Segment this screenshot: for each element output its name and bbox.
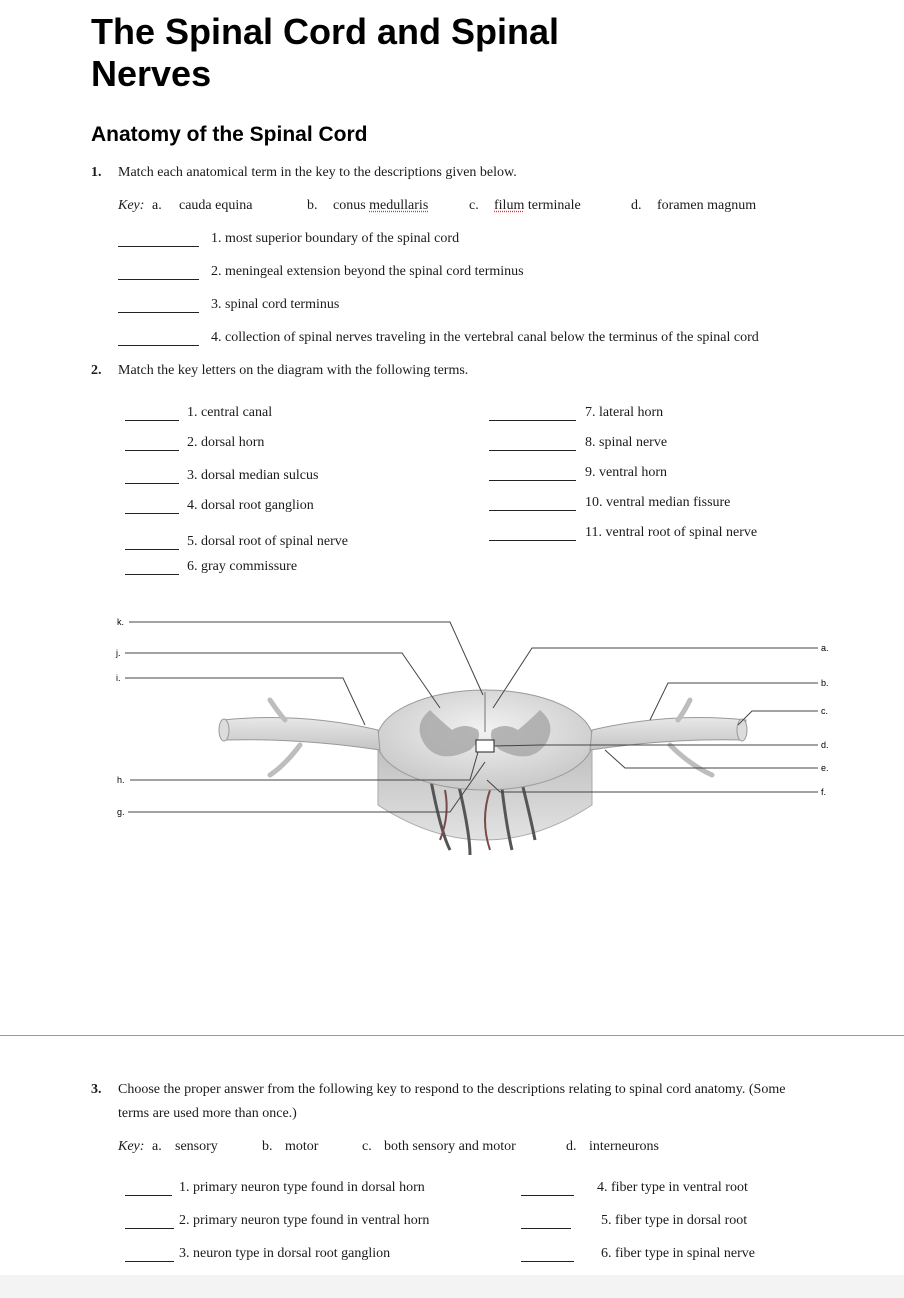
q2-item-1: 1. central canal — [187, 405, 273, 420]
diagram-label-k: k. — [117, 617, 125, 627]
answer-blank[interactable] — [521, 1195, 574, 1196]
q1-item-3: 3. spinal cord terminus — [211, 297, 340, 312]
answer-blank[interactable] — [118, 279, 199, 280]
q2-prompt: Match the key letters on the diagram with the following terms. — [118, 363, 469, 378]
answer-blank[interactable] — [489, 480, 576, 481]
q2-number: 2. — [91, 363, 102, 378]
section-title: Anatomy of the Spinal Cord — [91, 123, 368, 146]
q3-key-label: Key: — [118, 1139, 145, 1154]
q1-item-2: 2. meningeal extension beyond the spinal cord terminus — [211, 264, 524, 279]
q3-item-6: 6. fiber type in spinal nerve — [601, 1246, 755, 1261]
answer-blank[interactable] — [125, 1195, 172, 1196]
diagram-label-e: e. — [821, 763, 829, 773]
diagram-label-i: i. — [116, 673, 121, 683]
q2-item-3: 3. dorsal median sulcus — [187, 468, 319, 483]
q3-item-4: 4. fiber type in ventral root — [597, 1180, 748, 1195]
q3-key-b-letter: b. — [262, 1139, 273, 1154]
q3-item-1: 1. primary neuron type found in dorsal horn — [179, 1180, 425, 1195]
diagram-label-h: h. — [117, 775, 125, 785]
answer-blank[interactable] — [118, 246, 199, 247]
q1-item-4: 4. collection of spinal nerves traveling in the vertebral canal below the terminus of the spinal cord — [211, 330, 759, 345]
q2-item-7: 7. lateral horn — [585, 405, 664, 420]
q1-key-b-term: conus medullaris — [333, 198, 429, 213]
answer-blank[interactable] — [489, 540, 576, 541]
q2-item-4: 4. dorsal root ganglion — [187, 498, 314, 513]
answer-blank[interactable] — [125, 420, 179, 421]
q1-key-b-letter: b. — [307, 198, 318, 213]
page-title-line1: The Spinal Cord and Spinal — [91, 11, 560, 52]
q3-key-c-term: both sensory and motor — [384, 1139, 516, 1154]
answer-blank[interactable] — [489, 450, 576, 451]
q1-item-1: 1. most superior boundary of the spinal cord — [211, 231, 460, 246]
diagram-label-d: d. — [821, 740, 829, 750]
q2-item-10: 10. ventral median fissure — [585, 495, 731, 510]
q2-item-2: 2. dorsal horn — [187, 435, 265, 450]
spinal-cord-diagram — [0, 600, 904, 870]
answer-blank[interactable] — [125, 574, 179, 575]
answer-blank[interactable] — [521, 1228, 571, 1229]
page-title-line2: Nerves — [91, 53, 212, 94]
q2-item-5: 5. dorsal root of spinal nerve — [187, 534, 348, 549]
answer-blank[interactable] — [118, 345, 199, 346]
diagram-label-a: a. — [821, 643, 829, 653]
q3-item-5: 5. fiber type in dorsal root — [601, 1213, 748, 1228]
answer-blank[interactable] — [125, 1228, 174, 1229]
q2-item-11: 11. ventral root of spinal nerve — [585, 525, 758, 540]
q2-item-8: 8. spinal nerve — [585, 435, 668, 450]
q3-prompt-line1: Choose the proper answer from the following key to respond to the descriptions relating to spinal cord anatomy. (Some — [118, 1082, 786, 1097]
diagram-label-b: b. — [821, 678, 829, 688]
q3-prompt-line2: terms are used more than once.) — [118, 1106, 297, 1121]
answer-blank[interactable] — [125, 1261, 174, 1262]
q1-key-c-letter: c. — [469, 198, 479, 213]
q1-key-a-term: cauda equina — [179, 198, 253, 213]
diagram-label-f: f. — [821, 787, 827, 797]
q3-key-d-term: interneurons — [589, 1139, 659, 1154]
answer-blank[interactable] — [125, 549, 179, 550]
q2-item-6: 6. gray commissure — [187, 559, 298, 574]
answer-blank[interactable] — [489, 510, 576, 511]
q3-key-a-term: sensory — [175, 1139, 218, 1154]
q1-key-c-term: filum terminale — [494, 198, 581, 213]
q3-key-c-letter: c. — [362, 1139, 372, 1154]
q1-prompt: Match each anatomical term in the key to the descriptions given below. — [118, 165, 517, 180]
diagram-label-j: j. — [116, 648, 121, 658]
q1-key-d-letter: d. — [631, 198, 642, 213]
q1-key-d-term: foramen magnum — [657, 198, 757, 213]
q1-number: 1. — [91, 165, 102, 180]
q3-number: 3. — [91, 1082, 102, 1097]
answer-blank[interactable] — [125, 450, 179, 451]
diagram-label-c: c. — [821, 706, 829, 716]
q3-key-a-letter: a. — [152, 1139, 162, 1154]
answer-blank[interactable] — [125, 513, 179, 514]
q3-key-b-term: motor — [285, 1139, 319, 1154]
page-bottom-edge — [0, 1275, 904, 1298]
diagram-label-g: g. — [117, 807, 125, 817]
q3-key-d-letter: d. — [566, 1139, 577, 1154]
spellcheck-mark: medullaris — [369, 198, 429, 213]
central-canal-box — [476, 740, 494, 752]
q1-key-label: Key: — [118, 198, 145, 213]
answer-blank[interactable] — [118, 312, 199, 313]
q2-item-9: 9. ventral horn — [585, 465, 668, 480]
q3-item-3: 3. neuron type in dorsal root ganglion — [179, 1246, 391, 1261]
answer-blank[interactable] — [125, 483, 179, 484]
spellcheck-mark: filum — [494, 198, 525, 213]
answer-blank[interactable] — [521, 1261, 574, 1262]
q1-key-a-letter: a. — [152, 198, 162, 213]
answer-blank[interactable] — [489, 420, 576, 421]
page-break-divider — [0, 1035, 904, 1036]
q3-item-2: 2. primary neuron type found in ventral horn — [179, 1213, 430, 1228]
